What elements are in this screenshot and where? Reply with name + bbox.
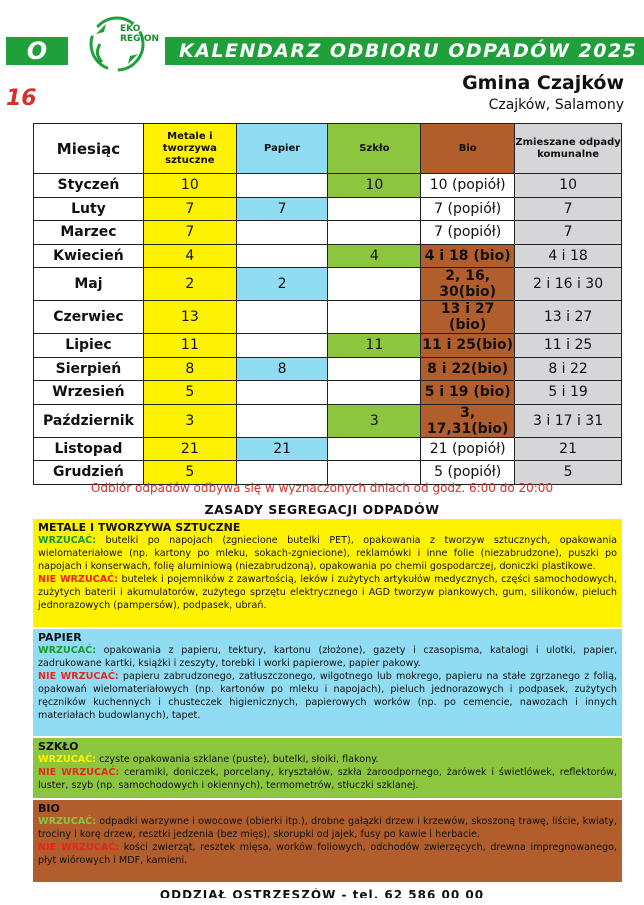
rules-paper-section: [33, 629, 622, 736]
cell-bio: 3, 17,31(bio): [421, 404, 515, 437]
cell-mixed: 4 i 18: [515, 244, 622, 268]
cell-glass: [328, 197, 421, 221]
col-header-paper: Papier: [236, 124, 328, 174]
cell-paper: [236, 221, 328, 245]
section-tag: O: [6, 37, 68, 65]
cell-paper: 8: [236, 357, 328, 381]
cell-paper: [236, 381, 328, 405]
cell-mixed: 13 i 27: [515, 301, 622, 334]
table-row: [34, 381, 622, 405]
section-body: [38, 815, 617, 867]
col-header-glass: Szkło: [328, 124, 421, 174]
cell-metal: 5: [143, 461, 236, 485]
cell-glass: [328, 301, 421, 334]
collection-calendar-table: [33, 123, 622, 485]
cell-paper: [236, 244, 328, 268]
allowed-text: czyste opakowania szklane (puste), butelki, słoiki, flakony.: [96, 754, 379, 765]
cell-paper: 7: [236, 197, 328, 221]
collection-hours-notice: Odbiór odpadów odbywa się w wyznaczonych dniach od godz. 6:00 do 20:00: [90, 481, 554, 495]
cell-month: Kwiecień: [34, 244, 144, 268]
cell-metal: 7: [143, 197, 236, 221]
section-body: [38, 753, 617, 792]
cell-mixed: 2 i 16 i 30: [515, 268, 622, 301]
footer-contact: ODDZIAŁ OSTRZESZÓW - tel. 62 586 00 00: [159, 888, 485, 898]
table-header-row: [34, 124, 622, 174]
cell-metal: 4: [143, 244, 236, 268]
rules-glass-section: [33, 738, 622, 798]
cell-bio: 5 (popiół): [421, 461, 515, 485]
section-title: BIO: [38, 802, 60, 815]
table-row: [34, 221, 622, 245]
logo-text: EKO REGION: [120, 24, 159, 44]
allowed-text: butelki po napojach (zgniecione butelki PET), opakowania z tworzyw sztucznych, opakowania wielomateriałowe (np. kartony po mleku, sokach-zgniecione), reklamówki i inne folie (niezabrudzone), puszki po napojach i konserwach, folię aluminiową (niezabrudzoną), opakowania po chemii gospodarczej, doniczki plastikowe.: [38, 535, 617, 572]
forbidden-label: NIE WRZUCAĆ:: [38, 671, 119, 682]
page-number: 16: [6, 86, 37, 111]
section-title: SZKŁO: [38, 740, 79, 753]
cell-month: Wrzesień: [34, 381, 144, 405]
forbidden-text: papieru zabrudzonego, zatłuszczonego, wilgotnego lub mokrego, papieru na stałe zgrzanego z folią, opakowań wielomateriałowych (np. kartonów po mleku i napojach), pieluch jednorazowych i podpasek, zużytych ręczników kuchennych i chusteczek higienicznych, papierowych worków (np. po cemencie, nawozach i innych materiałach budowlanych), tapet.: [38, 671, 617, 721]
cell-mixed: 10: [515, 174, 622, 198]
cell-mixed: 21: [515, 437, 622, 461]
cell-month: Październik: [34, 404, 144, 437]
section-body: [38, 534, 617, 612]
allowed-label: WRZUCAĆ:: [38, 535, 97, 546]
col-header-bio: Bio: [421, 124, 515, 174]
allowed-label: WRZUCAĆ:: [38, 754, 97, 765]
cell-bio: 7 (popiół): [421, 221, 515, 245]
table-row: [34, 244, 622, 268]
cell-mixed: 8 i 22: [515, 357, 622, 381]
section-body: [38, 644, 617, 722]
cell-month: Styczeń: [34, 174, 144, 198]
forbidden-label: NIE WRZUCAĆ:: [38, 767, 120, 778]
cell-glass: [328, 437, 421, 461]
cell-glass: 4: [328, 244, 421, 268]
table-row: [34, 268, 622, 301]
localities: Czajków, Salamony: [488, 97, 624, 113]
cell-month: Czerwiec: [34, 301, 144, 334]
eko-region-logo-icon: [82, 14, 152, 74]
cell-metal: 3: [143, 404, 236, 437]
cell-paper: [236, 404, 328, 437]
cell-bio: 21 (popiół): [421, 437, 515, 461]
cell-paper: [236, 334, 328, 358]
col-header-month: Miesiąc: [34, 124, 144, 174]
cell-bio: 4 i 18 (bio): [421, 244, 515, 268]
table-row: [34, 404, 622, 437]
cell-bio: 10 (popiół): [421, 174, 515, 198]
cell-metal: 21: [143, 437, 236, 461]
cell-glass: 11: [328, 334, 421, 358]
cell-metal: 2: [143, 268, 236, 301]
cell-month: Luty: [34, 197, 144, 221]
cell-mixed: 5: [515, 461, 622, 485]
table-row: [34, 301, 622, 334]
cell-bio: 8 i 22(bio): [421, 357, 515, 381]
section-title: METALE I TWORZYWA SZTUCZNE: [38, 521, 241, 534]
cell-glass: [328, 357, 421, 381]
cell-bio: 2, 16, 30(bio): [421, 268, 515, 301]
page-header: [0, 0, 644, 120]
cell-glass: [328, 381, 421, 405]
table-row: [34, 357, 622, 381]
cell-month: Sierpień: [34, 357, 144, 381]
cell-glass: 10: [328, 174, 421, 198]
cell-metal: 5: [143, 381, 236, 405]
allowed-label: WRZUCAĆ:: [38, 645, 97, 656]
gmina-title: Gmina Czajków: [462, 72, 624, 94]
table-row: [34, 197, 622, 221]
cell-month: Marzec: [34, 221, 144, 245]
allowed-text: opakowania z papieru, tektury, kartonu (złożone), gazety i czasopisma, katalogi i ulotki, papier, zadrukowane kartki, książki i zeszyty, torebki i worki papierowe, papier pakowy.: [38, 645, 617, 669]
cell-paper: [236, 174, 328, 198]
cell-metal: 11: [143, 334, 236, 358]
cell-glass: [328, 268, 421, 301]
allowed-label: WRZUCAĆ:: [38, 816, 97, 827]
allowed-text: odpadki warzywne i owocowe (obierki itp.), drobne gałązki drzew i krzewów, skoszoną trawę, liście, kwiaty, trociny i korę drzew, resztki jedzenia (bez mięs), skorupki od jajek, fusy po kawie i herbacie.: [38, 816, 617, 840]
cell-metal: 13: [143, 301, 236, 334]
cell-month: Lipiec: [34, 334, 144, 358]
cell-month: Listopad: [34, 437, 144, 461]
cell-metal: 10: [143, 174, 236, 198]
cell-mixed: 7: [515, 221, 622, 245]
cell-bio: 11 i 25(bio): [421, 334, 515, 358]
cell-glass: 3: [328, 404, 421, 437]
cell-mixed: 3 i 17 i 31: [515, 404, 622, 437]
cell-mixed: 7: [515, 197, 622, 221]
rules-title: ZASADY SEGREGACJI ODPADÓW: [204, 502, 440, 517]
cell-month: Grudzień: [34, 461, 144, 485]
cell-paper: 21: [236, 437, 328, 461]
table-row: [34, 437, 622, 461]
rules-metal-section: [33, 519, 622, 627]
forbidden-text: ceramiki, doniczek, porcelany, kryształów, szkła żaroodpornego, żarówek i świetlówek, reflektorów, luster, szyb (np. samochodowych i okiennych), termometrów, stłuczki szklanej.: [38, 767, 617, 791]
cell-metal: 7: [143, 221, 236, 245]
cell-mixed: 11 i 25: [515, 334, 622, 358]
cell-mixed: 5 i 19: [515, 381, 622, 405]
cell-paper: 2: [236, 268, 328, 301]
cell-month: Maj: [34, 268, 144, 301]
section-title: PAPIER: [38, 631, 82, 644]
cell-glass: [328, 221, 421, 245]
table-row: [34, 334, 622, 358]
forbidden-text: kości zwierząt, resztek mięsa, worków foliowych, odchodów zwierzęcych, drewna impregnowanego, płyt wiórowych i MDF, kamieni.: [38, 842, 617, 866]
cell-bio: 13 i 27 (bio): [421, 301, 515, 334]
cell-paper: [236, 301, 328, 334]
cell-metal: 8: [143, 357, 236, 381]
forbidden-label: NIE WRZUCAĆ:: [38, 574, 119, 585]
col-header-metal: Metale i tworzywa sztuczne: [143, 124, 236, 174]
calendar-banner: KALENDARZ ODBIORU ODPADÓW 2025: [165, 37, 644, 65]
forbidden-text: butelek i pojemników z zawartością, leków i zużytych artykułów medycznych, części samochodowych, zużytych baterii i akumulatorów, zużytego sprzętu elektrycznego i AGD tworzyw piankowych, gum, silikonów, pieluch jednorazowych (pampersów), podpasek, ubrań.: [38, 574, 618, 611]
table-row: [34, 174, 622, 198]
cell-bio: 5 i 19 (bio): [421, 381, 515, 405]
cell-bio: 7 (popiół): [421, 197, 515, 221]
col-header-mixed: Zmieszane odpady komunalne: [515, 124, 622, 174]
rules-bio-section: [33, 800, 622, 882]
forbidden-label: NIE WRZUCAĆ:: [38, 842, 120, 853]
